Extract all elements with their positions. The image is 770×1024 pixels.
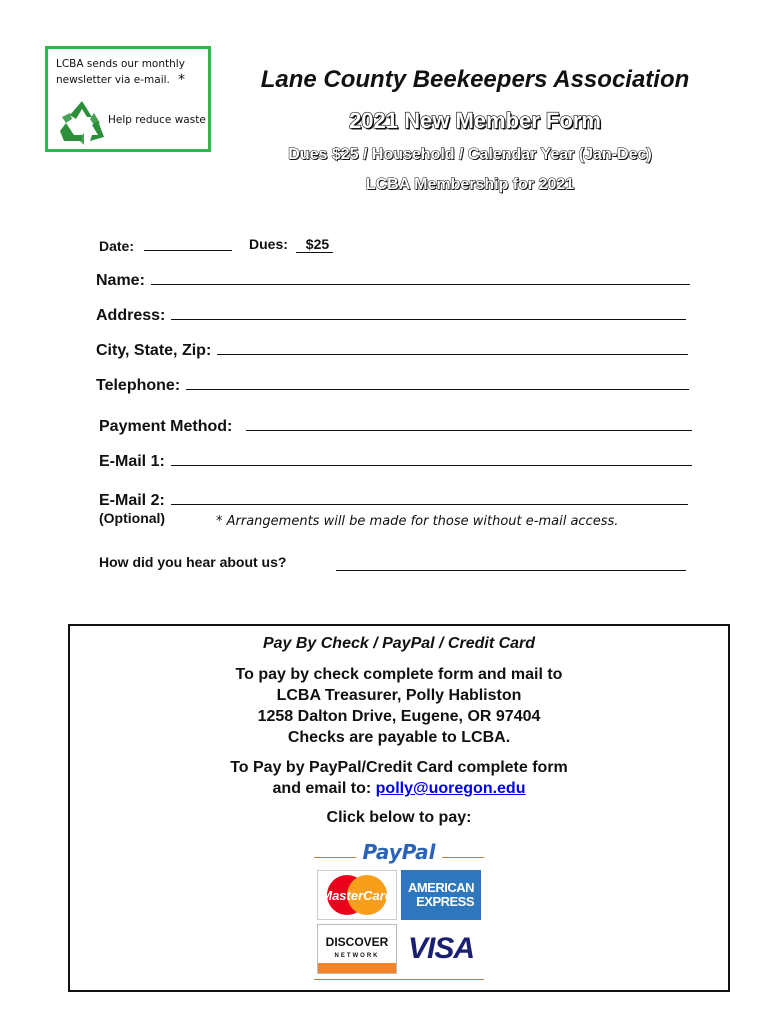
discover-text: DISCOVER (325, 935, 389, 949)
notice-line-2: newsletter via e-mail. (56, 74, 170, 86)
paypal-rule-right (442, 857, 484, 858)
payment-title: Pay By Check / PayPal / Credit Card (262, 635, 536, 652)
discover-logo[interactable] (317, 924, 397, 974)
check-line-3: 1258 Dalton Drive, Eugene, OR 97404 (257, 708, 541, 725)
telephone-blank[interactable] (186, 375, 689, 390)
telephone-field[interactable] (96, 375, 689, 395)
amex-line-2: EXPRESS (416, 894, 475, 909)
name-label: Name: (96, 272, 145, 289)
membership-line: LCBA Membership for 2021 (365, 176, 575, 193)
notice-star: * (178, 72, 185, 88)
mastercard-text: MasterCard (321, 888, 393, 903)
dues-field (249, 236, 333, 253)
click-line: Click below to pay: (326, 809, 472, 826)
city-state-zip-field[interactable] (96, 340, 688, 360)
recycle-icon (54, 95, 110, 154)
payment-method-label: Payment Method: (99, 418, 233, 435)
org-title: Lane County Beekeepers Association (260, 66, 690, 93)
paypal-rule-left (314, 857, 356, 858)
address-field[interactable] (96, 305, 686, 325)
city-state-zip-blank[interactable] (217, 340, 688, 355)
arrangements-note: * Arrangements will be made for those without e-mail access. (216, 514, 619, 529)
dues-label: Dues: (249, 236, 288, 252)
payment-method-blank[interactable] (246, 416, 692, 431)
date-blank[interactable] (144, 236, 232, 251)
mastercard-logo[interactable] (317, 870, 397, 920)
date-label: Date: (99, 238, 135, 254)
address-blank[interactable] (171, 305, 686, 320)
discover-stripe (318, 963, 396, 973)
discover-sub: NETWORK (334, 953, 380, 959)
visa-logo[interactable] (401, 924, 481, 974)
check-line-2: LCBA Treasurer, Polly Habliston (276, 687, 522, 704)
heard-blank[interactable] (336, 556, 686, 571)
check-line-4: Checks are payable to LCBA. (287, 729, 511, 746)
heard-label: How did you hear about us? (99, 554, 287, 570)
form-title: 2021 New Member Form (349, 108, 601, 133)
telephone-label: Telephone: (96, 377, 181, 394)
address-label: Address: (96, 307, 166, 324)
payment-method-field[interactable] (99, 416, 692, 436)
dues-value: $25 (296, 236, 333, 253)
email1-field[interactable] (99, 451, 692, 471)
email1-label: E-Mail 1: (99, 453, 165, 470)
date-field[interactable] (99, 236, 232, 254)
amex-line-1: AMERICAN (407, 880, 475, 895)
payment-panel (68, 624, 730, 992)
name-field[interactable] (96, 270, 690, 290)
cards-bottom-rule (314, 979, 484, 980)
check-line-1: To pay by check complete form and mail to (235, 666, 563, 683)
name-blank[interactable] (151, 270, 690, 285)
recycle-notice (45, 46, 211, 152)
dues-line: Dues $25 / Household / Calendar Year (Jan-Dec) (288, 146, 652, 163)
email1-blank[interactable] (171, 451, 692, 466)
email2-label: E-Mail 2: (99, 492, 165, 509)
optional-label: (Optional) (99, 510, 166, 526)
visa-text: VISA (407, 932, 475, 965)
city-state-zip-label: City, State, Zip: (96, 342, 212, 359)
notice-line-1: LCBA sends our monthly (56, 58, 185, 70)
paypal-line-1: To Pay by PayPal/Credit Card complete form (230, 759, 568, 776)
treasurer-email-link[interactable]: polly@uoregon.edu (375, 780, 526, 797)
paypal-line-2 (70, 780, 728, 798)
notice-tagline: Help reduce waste (108, 114, 206, 126)
email2-blank[interactable] (171, 490, 688, 505)
paypal-logo-button[interactable]: PayPal (362, 840, 436, 864)
amex-logo[interactable] (401, 870, 481, 920)
paypal-line-2-prefix: and email to: (272, 780, 372, 797)
email2-field[interactable] (99, 490, 688, 510)
